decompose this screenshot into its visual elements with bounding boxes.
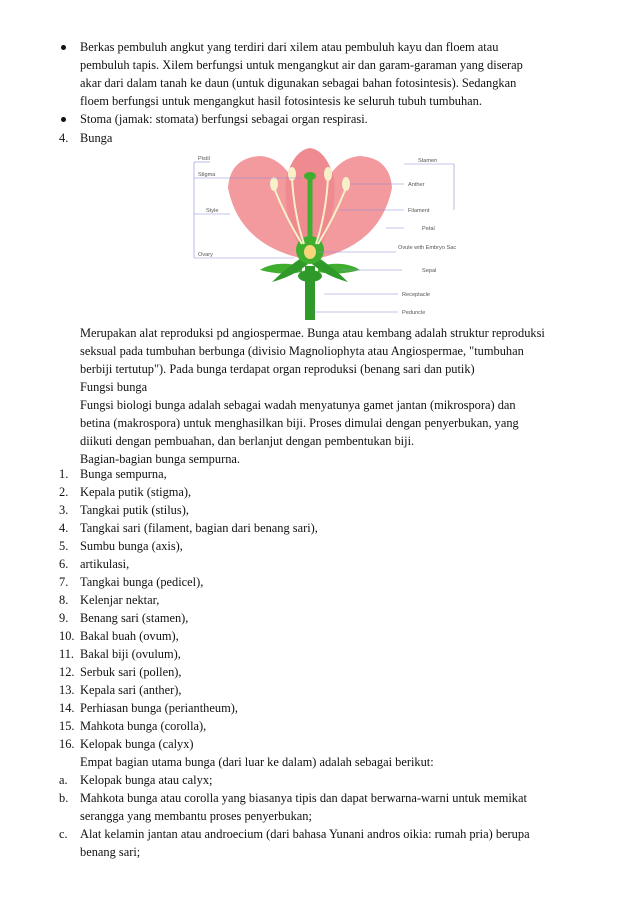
list-number: 1.	[59, 467, 69, 481]
list-item: Kelenjar nektar,	[80, 593, 160, 607]
bullet-1-line-3: akar dari dalam tanah ke daun (untuk digunakan sebagai bahan fotosintesis). Sedangkan	[80, 76, 517, 90]
list-number: 9.	[59, 611, 69, 625]
list-item: Kelopak bunga (calyx)	[80, 737, 194, 751]
ovule	[304, 245, 316, 259]
list-number: 3.	[59, 503, 69, 517]
label-peduncle: Peduncle	[402, 310, 426, 316]
lettered-item: Kelopak bunga atau calyx;	[80, 773, 213, 787]
receptacle	[298, 270, 322, 282]
anther-right-1	[324, 167, 332, 181]
list-number: 12.	[59, 665, 75, 679]
list-number: 15.	[59, 719, 75, 733]
subheading-fungsi-bunga: Fungsi bunga	[80, 380, 148, 394]
list-number: 2.	[59, 485, 69, 499]
anther-right-2	[342, 177, 350, 191]
label-receptacle: Receptacle	[402, 292, 430, 298]
list-item: Kepala sari (anther),	[80, 683, 182, 697]
bullet-1-line-2: pembuluh tapis. Xilem berfungsi untuk mengangkut air dan garam-garaman yang diserap	[80, 58, 523, 72]
list-letter: c.	[59, 827, 68, 841]
list-item: Tangkai putik (stilus),	[80, 503, 189, 517]
label-anther: Anther	[408, 182, 425, 188]
list-item: Bunga sempurna,	[80, 467, 167, 481]
lettered-item-continuation: serangga yang membantu proses penyerbukan;	[80, 809, 312, 823]
label-pistil: Pistil	[198, 156, 210, 162]
intro-line: Empat bagian utama bunga (dari luar ke dalam) adalah sebagai berikut:	[80, 755, 434, 769]
list-number: 4.	[59, 521, 69, 535]
lettered-item: Mahkota bunga atau corolla yang biasanya tipis dan dapat berwarna-warni untuk memikat	[80, 791, 527, 805]
bullet-1-line-1: Berkas pembuluh angkut yang terdiri dari xilem atau pembuluh kayu dan floem atau	[80, 40, 499, 54]
list-item: Benang sari (stamen),	[80, 611, 189, 625]
section-number: 4.	[59, 131, 69, 145]
list-number: 6.	[59, 557, 69, 571]
section-title: Bunga	[80, 131, 113, 145]
subheading-bagian-bunga: Bagian-bagian bunga sempurna.	[80, 452, 240, 466]
list-number: 10.	[59, 629, 75, 643]
label-stigma: Stigma	[198, 172, 216, 178]
paragraph-line: seksual pada tumbuhan berbunga (divisio Magnoliophyta atau Angiospermae, "tumbuhan	[80, 344, 524, 358]
label-ovary: Ovary	[198, 252, 213, 258]
anther-left-1	[270, 177, 278, 191]
list-number: 8.	[59, 593, 69, 607]
list-item: Serbuk sari (pollen),	[80, 665, 182, 679]
stigma	[304, 172, 316, 180]
list-number: 5.	[59, 539, 69, 553]
lettered-item: Alat kelamin jantan atau androecium (dari bahasa Yunani andros oikia: rumah pria) berupa	[80, 827, 530, 841]
paragraph-line: betina (makrospora) untuk menghasilkan biji. Proses dimulai dengan penyerbukan, yang	[80, 416, 519, 430]
paragraph-line: Merupakan alat reproduksi pd angiospermae. Bunga atau kembang adalah struktur reproduksi	[80, 326, 545, 340]
list-number: 14.	[59, 701, 75, 715]
flower-diagram	[190, 148, 460, 320]
label-petal: Petal	[422, 226, 435, 232]
list-number: 11.	[59, 647, 75, 661]
label-sepal: Sepal	[422, 268, 437, 274]
style	[308, 178, 313, 240]
list-item: Tangkai bunga (pedicel),	[80, 575, 204, 589]
paragraph-line: Fungsi biologi bunga adalah sebagai wadah menyatunya gamet jantan (mikrospora) dan	[80, 398, 516, 412]
list-item: Tangkai sari (filament, bagian dari benang sari),	[80, 521, 318, 535]
anther-left-2	[288, 167, 296, 181]
paragraph-line: berbiji tertutup"). Pada bunga terdapat organ reproduksi (benang sari dan putik)	[80, 362, 475, 376]
list-letter: a.	[59, 773, 68, 787]
list-item: Bakal buah (ovum),	[80, 629, 179, 643]
label-ovule: Ovule with Embryo Sac	[398, 245, 457, 251]
list-number: 16.	[59, 737, 75, 751]
list-item: Sumbu bunga (axis),	[80, 539, 183, 553]
list-item: Bakal biji (ovulum),	[80, 647, 181, 661]
list-letter: b.	[59, 791, 69, 805]
bullet-2-line-1: Stoma (jamak: stomata) berfungsi sebagai organ respirasi.	[80, 112, 368, 126]
list-number: 13.	[59, 683, 75, 697]
label-filament: Filament	[408, 208, 430, 214]
list-item: Mahkota bunga (corolla),	[80, 719, 207, 733]
label-style: Style	[206, 208, 219, 214]
bullet-1-line-4: floem berfungsi untuk mengangkut hasil fotosintesis ke seluruh tubuh tumbuhan.	[80, 94, 482, 108]
list-number: 7.	[59, 575, 69, 589]
paragraph-line: diikuti dengan pembuahan, dan berlanjut dengan pembentukan biji.	[80, 434, 415, 448]
bullet-dot	[61, 117, 66, 122]
lettered-item-continuation: benang sari;	[80, 845, 141, 859]
label-stamen: Stamen	[418, 158, 438, 164]
bullet-dot	[61, 45, 66, 50]
list-item: Kepala putik (stigma),	[80, 485, 192, 499]
list-item: Perhiasan bunga (periantheum),	[80, 701, 238, 715]
list-item: artikulasi,	[80, 557, 130, 571]
